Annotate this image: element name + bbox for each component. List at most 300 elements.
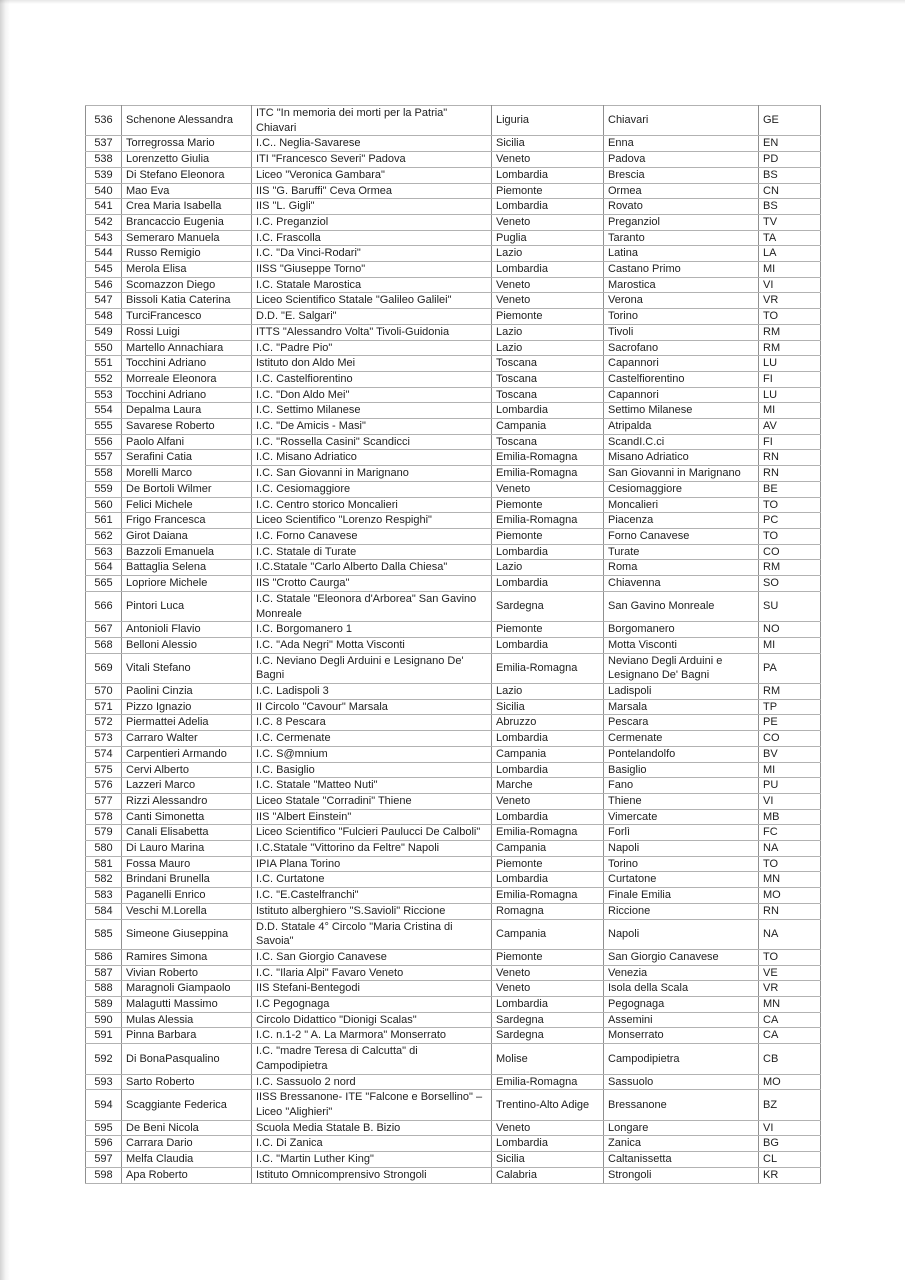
cell-number: 567	[86, 622, 122, 638]
cell-name: Russo Remigio	[122, 246, 252, 262]
table-row	[86, 262, 821, 278]
cell-school: I.C. Frascolla	[252, 230, 492, 246]
cell-number: 580	[86, 841, 122, 857]
cell-school: I.C. Cermenate	[252, 731, 492, 747]
cell-province: FI	[759, 434, 821, 450]
cell-number: 591	[86, 1028, 122, 1044]
cell-name: Lopriore Michele	[122, 576, 252, 592]
cell-city: Taranto	[604, 230, 759, 246]
cell-province: RM	[759, 340, 821, 356]
cell-school: Liceo Scientifico "Lorenzo Respighi"	[252, 513, 492, 529]
cell-province: TO	[759, 497, 821, 513]
cell-school: Istituto Omnicomprensivo Strongoli	[252, 1167, 492, 1183]
cell-name: Cervi Alberto	[122, 762, 252, 778]
cell-number: 554	[86, 403, 122, 419]
cell-name: Lazzeri Marco	[122, 778, 252, 794]
table-row	[86, 214, 821, 230]
cell-province: SU	[759, 591, 821, 621]
cell-city: Forno Canavese	[604, 528, 759, 544]
cell-name: Apa Roberto	[122, 1167, 252, 1183]
cell-number: 536	[86, 106, 122, 136]
cell-city: Turate	[604, 544, 759, 560]
cell-region: Sardegna	[492, 591, 604, 621]
cell-number: 589	[86, 997, 122, 1013]
cell-city: Pescara	[604, 715, 759, 731]
cell-name: Fossa Mauro	[122, 856, 252, 872]
cell-province: MN	[759, 872, 821, 888]
cell-city: Preganziol	[604, 214, 759, 230]
cell-city: Marsala	[604, 699, 759, 715]
cell-number: 588	[86, 981, 122, 997]
cell-school: I.C. Borgomanero 1	[252, 622, 492, 638]
cell-school: Istituto don Aldo Mei	[252, 356, 492, 372]
table-row	[86, 309, 821, 325]
cell-number: 583	[86, 888, 122, 904]
cell-city: Isola della Scala	[604, 981, 759, 997]
cell-region: Sicilia	[492, 699, 604, 715]
table-row	[86, 965, 821, 981]
cell-province: VR	[759, 981, 821, 997]
cell-number: 565	[86, 576, 122, 592]
table-row	[86, 387, 821, 403]
cell-name: Scaggiante Federica	[122, 1090, 252, 1120]
cell-number: 561	[86, 513, 122, 529]
cell-city: Latina	[604, 246, 759, 262]
cell-school: I.C. Di Zanica	[252, 1136, 492, 1152]
cell-province: PA	[759, 653, 821, 683]
cell-region: Sardegna	[492, 1028, 604, 1044]
cell-province: MI	[759, 262, 821, 278]
cell-number: 596	[86, 1136, 122, 1152]
cell-region: Lombardia	[492, 762, 604, 778]
table-row	[86, 949, 821, 965]
cell-name: Paganelli Enrico	[122, 888, 252, 904]
cell-number: 538	[86, 152, 122, 168]
table-row	[86, 622, 821, 638]
cell-number: 555	[86, 419, 122, 435]
cell-name: Di Stefano Eleonora	[122, 167, 252, 183]
cell-region: Lazio	[492, 340, 604, 356]
cell-region: Lombardia	[492, 731, 604, 747]
cell-name: Veschi M.Lorella	[122, 903, 252, 919]
table-row	[86, 731, 821, 747]
cell-region: Campania	[492, 419, 604, 435]
cell-school: I.C. Settimo Milanese	[252, 403, 492, 419]
cell-province: VI	[759, 277, 821, 293]
cell-province: PD	[759, 152, 821, 168]
table-row	[86, 637, 821, 653]
cell-school: I.C. "E.Castelfranchi"	[252, 888, 492, 904]
cell-number: 564	[86, 560, 122, 576]
table-row	[86, 1090, 821, 1120]
table-row	[86, 576, 821, 592]
cell-region: Lombardia	[492, 809, 604, 825]
cell-city: Caltanissetta	[604, 1152, 759, 1168]
cell-name: Pizzo Ignazio	[122, 699, 252, 715]
cell-region: Veneto	[492, 293, 604, 309]
cell-city: Sassuolo	[604, 1074, 759, 1090]
cell-name: Frigo Francesca	[122, 513, 252, 529]
cell-number: 560	[86, 497, 122, 513]
cell-school: Liceo Scientifico Statale "Galileo Galilei"	[252, 293, 492, 309]
cell-name: Torregrossa Mario	[122, 136, 252, 152]
cell-number: 557	[86, 450, 122, 466]
cell-city: Motta Visconti	[604, 637, 759, 653]
cell-name: Maragnoli Giampaolo	[122, 981, 252, 997]
cell-name: Bazzoli Emanuela	[122, 544, 252, 560]
cell-name: Canti Simonetta	[122, 809, 252, 825]
cell-name: Carpentieri Armando	[122, 746, 252, 762]
cell-number: 597	[86, 1152, 122, 1168]
cell-name: Carrara Dario	[122, 1136, 252, 1152]
cell-school: I.C. Misano Adriatico	[252, 450, 492, 466]
cell-name: Tocchini Adriano	[122, 387, 252, 403]
cell-province: MO	[759, 888, 821, 904]
cell-school: IISS "Giuseppe Torno"	[252, 262, 492, 278]
cell-region: Toscana	[492, 434, 604, 450]
cell-name: Brancaccio Eugenia	[122, 214, 252, 230]
cell-city: Cesiomaggiore	[604, 481, 759, 497]
cell-city: Fano	[604, 778, 759, 794]
cell-name: Brindani Brunella	[122, 872, 252, 888]
cell-region: Marche	[492, 778, 604, 794]
cell-number: 558	[86, 466, 122, 482]
cell-province: MI	[759, 637, 821, 653]
cell-city: San Giorgio Canavese	[604, 949, 759, 965]
cell-city: Zanica	[604, 1136, 759, 1152]
cell-city: Sacrofano	[604, 340, 759, 356]
table-row	[86, 277, 821, 293]
cell-name: Crea Maria Isabella	[122, 199, 252, 215]
cell-name: Serafini Catia	[122, 450, 252, 466]
cell-city: Ladispoli	[604, 684, 759, 700]
cell-number: 586	[86, 949, 122, 965]
cell-province: RM	[759, 560, 821, 576]
cell-region: Lombardia	[492, 576, 604, 592]
cell-province: FC	[759, 825, 821, 841]
cell-region: Romagna	[492, 903, 604, 919]
cell-school: ITI "Francesco Severi" Padova	[252, 152, 492, 168]
cell-number: 540	[86, 183, 122, 199]
cell-province: FI	[759, 371, 821, 387]
cell-name: De Bortoli Wilmer	[122, 481, 252, 497]
cell-province: MI	[759, 762, 821, 778]
cell-city: San Giovanni in Marignano	[604, 466, 759, 482]
table-row	[86, 324, 821, 340]
cell-number: 562	[86, 528, 122, 544]
cell-name: Mao Eva	[122, 183, 252, 199]
cell-name: Rizzi Alessandro	[122, 793, 252, 809]
cell-number: 594	[86, 1090, 122, 1120]
cell-city: Padova	[604, 152, 759, 168]
cell-city: Forlì	[604, 825, 759, 841]
cell-name: Di Lauro Marina	[122, 841, 252, 857]
table-row	[86, 762, 821, 778]
cell-city: Finale Emilia	[604, 888, 759, 904]
table-row	[86, 872, 821, 888]
cell-school: Liceo Statale "Corradini" Thiene	[252, 793, 492, 809]
cell-province: NA	[759, 919, 821, 949]
cell-school: I.C. Castelfiorentino	[252, 371, 492, 387]
cell-region: Campania	[492, 746, 604, 762]
cell-school: I.C. "Da Vinci-Rodari"	[252, 246, 492, 262]
table-row	[86, 919, 821, 949]
cell-school: I.C. 8 Pescara	[252, 715, 492, 731]
cell-province: VI	[759, 1120, 821, 1136]
cell-region: Emilia-Romagna	[492, 825, 604, 841]
cell-province: PC	[759, 513, 821, 529]
cell-city: Verona	[604, 293, 759, 309]
cell-city: ScandI.C.ci	[604, 434, 759, 450]
cell-region: Sicilia	[492, 136, 604, 152]
cell-number: 541	[86, 199, 122, 215]
cell-school: I.C. "Ilaria Alpi" Favaro Veneto	[252, 965, 492, 981]
cell-number: 584	[86, 903, 122, 919]
cell-region: Sicilia	[492, 1152, 604, 1168]
cell-name: Vitali Stefano	[122, 653, 252, 683]
cell-school: I.C. Neviano Degli Arduini e Lesignano De' Bagni	[252, 653, 492, 683]
table-row	[86, 1028, 821, 1044]
cell-city: Basiglio	[604, 762, 759, 778]
cell-region: Piemonte	[492, 309, 604, 325]
cell-number: 598	[86, 1167, 122, 1183]
table-row	[86, 497, 821, 513]
cell-region: Piemonte	[492, 183, 604, 199]
table-row	[86, 183, 821, 199]
cell-number: 582	[86, 872, 122, 888]
cell-province: EN	[759, 136, 821, 152]
cell-name: Paolini Cinzia	[122, 684, 252, 700]
cell-school: I.C. Statale Marostica	[252, 277, 492, 293]
cell-school: I.C. Curtatone	[252, 872, 492, 888]
cell-city: San Gavino Monreale	[604, 591, 759, 621]
cell-name: Martello Annachiara	[122, 340, 252, 356]
cell-name: Pinna Barbara	[122, 1028, 252, 1044]
cell-region: Piemonte	[492, 497, 604, 513]
cell-number: 551	[86, 356, 122, 372]
cell-city: Torino	[604, 309, 759, 325]
cell-number: 559	[86, 481, 122, 497]
cell-province: TA	[759, 230, 821, 246]
cell-province: RN	[759, 450, 821, 466]
cell-province: CO	[759, 731, 821, 747]
cell-region: Veneto	[492, 1120, 604, 1136]
table-row	[86, 340, 821, 356]
cell-name: Vivian Roberto	[122, 965, 252, 981]
cell-province: BS	[759, 199, 821, 215]
cell-school: I.C. Basiglio	[252, 762, 492, 778]
table-row	[86, 903, 821, 919]
cell-region: Lazio	[492, 560, 604, 576]
cell-region: Veneto	[492, 965, 604, 981]
cell-province: VR	[759, 293, 821, 309]
table-row	[86, 466, 821, 482]
cell-city: Ormea	[604, 183, 759, 199]
cell-name: Pintori Luca	[122, 591, 252, 621]
table-row	[86, 403, 821, 419]
cell-name: Di BonaPasqualino	[122, 1044, 252, 1074]
cell-region: Emilia-Romagna	[492, 513, 604, 529]
cell-region: Lazio	[492, 324, 604, 340]
table-row	[86, 246, 821, 262]
table-row	[86, 528, 821, 544]
cell-school: Scuola Media Statale B. Bizio	[252, 1120, 492, 1136]
cell-school: IIS "L. Gigli"	[252, 199, 492, 215]
cell-province: LA	[759, 246, 821, 262]
cell-number: 545	[86, 262, 122, 278]
cell-city: Capannori	[604, 356, 759, 372]
participants-table-body	[86, 106, 821, 1184]
cell-school: I.C. "De Amicis - Masi"	[252, 419, 492, 435]
cell-region: Abruzzo	[492, 715, 604, 731]
cell-region: Toscana	[492, 387, 604, 403]
cell-province: CO	[759, 544, 821, 560]
cell-number: 592	[86, 1044, 122, 1074]
cell-name: Merola Elisa	[122, 262, 252, 278]
cell-city: Rovato	[604, 199, 759, 215]
cell-name: Tocchini Adriano	[122, 356, 252, 372]
table-row	[86, 715, 821, 731]
cell-school: ITTS "Alessandro Volta" Tivoli-Guidonia	[252, 324, 492, 340]
cell-province: BE	[759, 481, 821, 497]
cell-city: Pontelandolfo	[604, 746, 759, 762]
cell-province: MB	[759, 809, 821, 825]
cell-province: BS	[759, 167, 821, 183]
cell-province: TO	[759, 309, 821, 325]
cell-school: IISS Bressanone- ITE "Falcone e Borsellino" – Liceo "Alighieri"	[252, 1090, 492, 1120]
cell-region: Piemonte	[492, 856, 604, 872]
cell-number: 550	[86, 340, 122, 356]
cell-name: Sarto Roberto	[122, 1074, 252, 1090]
cell-city: Thiene	[604, 793, 759, 809]
cell-school: I.C. Cesiomaggiore	[252, 481, 492, 497]
cell-number: 574	[86, 746, 122, 762]
cell-province: LU	[759, 356, 821, 372]
table-row	[86, 1074, 821, 1090]
cell-region: Emilia-Romagna	[492, 888, 604, 904]
cell-name: Savarese Roberto	[122, 419, 252, 435]
cell-city: Campodipietra	[604, 1044, 759, 1074]
cell-number: 577	[86, 793, 122, 809]
table-row	[86, 809, 821, 825]
cell-school: D.D. Statale 4° Circolo "Maria Cristina di Savoia"	[252, 919, 492, 949]
cell-province: MI	[759, 403, 821, 419]
cell-province: TO	[759, 856, 821, 872]
table-row	[86, 1152, 821, 1168]
cell-region: Campania	[492, 919, 604, 949]
cell-region: Veneto	[492, 793, 604, 809]
cell-number: 566	[86, 591, 122, 621]
table-row	[86, 199, 821, 215]
table-row	[86, 699, 821, 715]
scan-shadow-left	[0, 0, 10, 1280]
table-row	[86, 293, 821, 309]
table-row	[86, 981, 821, 997]
table-row	[86, 825, 821, 841]
cell-school: I.C. "madre Teresa di Calcutta" di Campodipietra	[252, 1044, 492, 1074]
cell-region: Veneto	[492, 214, 604, 230]
cell-city: Roma	[604, 560, 759, 576]
cell-city: Vimercate	[604, 809, 759, 825]
table-row	[86, 1120, 821, 1136]
cell-province: BV	[759, 746, 821, 762]
cell-region: Lombardia	[492, 872, 604, 888]
cell-city: Pegognaga	[604, 997, 759, 1013]
table-row	[86, 356, 821, 372]
cell-region: Emilia-Romagna	[492, 450, 604, 466]
cell-province: TO	[759, 949, 821, 965]
cell-city: Misano Adriatico	[604, 450, 759, 466]
cell-name: Lorenzetto Giulia	[122, 152, 252, 168]
cell-region: Lombardia	[492, 262, 604, 278]
cell-number: 543	[86, 230, 122, 246]
cell-region: Veneto	[492, 481, 604, 497]
cell-city: Borgomanero	[604, 622, 759, 638]
cell-number: 593	[86, 1074, 122, 1090]
cell-school: I.C. Sassuolo 2 nord	[252, 1074, 492, 1090]
cell-number: 549	[86, 324, 122, 340]
cell-school: I.C. Preganziol	[252, 214, 492, 230]
cell-province: CB	[759, 1044, 821, 1074]
cell-city: Enna	[604, 136, 759, 152]
cell-region: Lombardia	[492, 167, 604, 183]
cell-city: Bressanone	[604, 1090, 759, 1120]
cell-school: I.C. San Giovanni in Marignano	[252, 466, 492, 482]
cell-province: CL	[759, 1152, 821, 1168]
cell-school: I.C. Centro storico Moncalieri	[252, 497, 492, 513]
table-row	[86, 419, 821, 435]
cell-name: Carraro Walter	[122, 731, 252, 747]
cell-region: Liguria	[492, 106, 604, 136]
table-row	[86, 1012, 821, 1028]
cell-province: CA	[759, 1012, 821, 1028]
cell-region: Puglia	[492, 230, 604, 246]
cell-name: TurciFrancesco	[122, 309, 252, 325]
cell-number: 569	[86, 653, 122, 683]
cell-city: Longare	[604, 1120, 759, 1136]
table-row	[86, 1044, 821, 1074]
cell-province: AV	[759, 419, 821, 435]
cell-name: Mulas Alessia	[122, 1012, 252, 1028]
cell-region: Veneto	[492, 981, 604, 997]
table-row	[86, 888, 821, 904]
cell-region: Emilia-Romagna	[492, 1074, 604, 1090]
cell-region: Lombardia	[492, 1136, 604, 1152]
cell-city: Strongoli	[604, 1167, 759, 1183]
cell-number: 570	[86, 684, 122, 700]
cell-number: 587	[86, 965, 122, 981]
cell-school: I.C.. Neglia-Savarese	[252, 136, 492, 152]
cell-city: Torino	[604, 856, 759, 872]
cell-name: Belloni Alessio	[122, 637, 252, 653]
cell-school: II Circolo "Cavour" Marsala	[252, 699, 492, 715]
cell-name: Depalma Laura	[122, 403, 252, 419]
cell-province: PE	[759, 715, 821, 731]
cell-province: PU	[759, 778, 821, 794]
cell-name: Bissoli Katia Caterina	[122, 293, 252, 309]
table-row	[86, 136, 821, 152]
table-row	[86, 793, 821, 809]
cell-region: Lazio	[492, 684, 604, 700]
cell-province: MN	[759, 997, 821, 1013]
table-row	[86, 778, 821, 794]
cell-name: Morreale Eleonora	[122, 371, 252, 387]
cell-school: I.C. S@mnium	[252, 746, 492, 762]
cell-province: GE	[759, 106, 821, 136]
cell-number: 537	[86, 136, 122, 152]
cell-region: Veneto	[492, 152, 604, 168]
cell-city: Piacenza	[604, 513, 759, 529]
